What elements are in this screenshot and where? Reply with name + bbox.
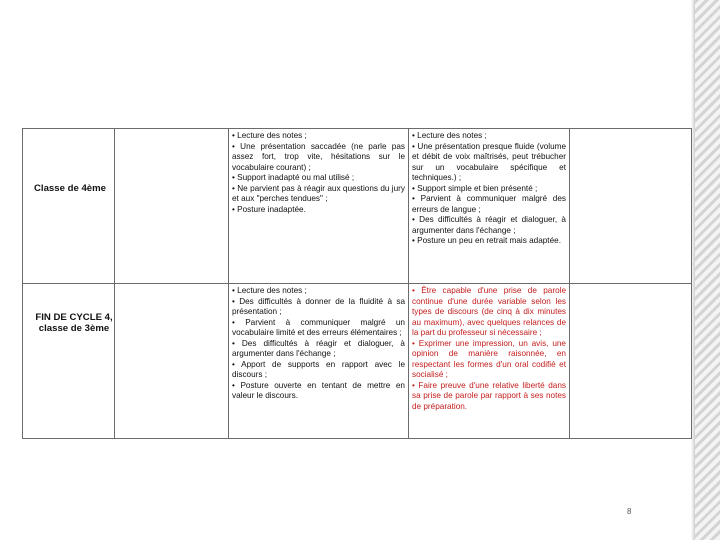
empty-cell: [115, 129, 229, 284]
criteria-item: • Ne parvient pas à réagir aux questions du jury et aux "perches tendues" ;: [232, 183, 405, 203]
criteria-item-highlight: • Exprimer une impression, un avis, une opinion de manière raisonnée, en respectant les formes d'un oral codifié et socialisé ;: [412, 338, 566, 379]
criteria-item: • Une présentation presque fluide (volume et débit de voix maîtrisés, peut trébucher sur un vocabulaire spécifique et techniques.) ;: [412, 141, 566, 182]
row-label: Classe de 4ème: [34, 183, 106, 194]
evaluation-table: [22, 128, 692, 439]
criteria-item: • Parvient à communiquer malgré des erreurs de langue ;: [412, 194, 566, 214]
page-number: 8: [627, 507, 632, 516]
row-label-cell: [23, 129, 115, 284]
criteria-item: • Posture inadaptée.: [232, 204, 306, 214]
empty-cell: [115, 284, 229, 439]
criteria-cell: [409, 129, 570, 284]
criteria-item: • Lecture des notes ;: [232, 286, 307, 295]
slide-edge-decoration: [695, 0, 720, 540]
empty-cell: [570, 284, 692, 439]
table-row: [23, 129, 692, 284]
criteria-item-highlight: • Être capable d'une prise de parole continue d'une durée variable selon les types de discours (de cinq à dix minutes au maximum), avec quelques relances de la part du professeur si nécessaire ;: [412, 286, 566, 337]
criteria-item: • Support inadapté ou mal utilisé ;: [232, 173, 355, 182]
criteria-item: • Une présentation saccadée (ne parle pas assez fort, trop vite, hésitations sur le vocabulaire courant) ;: [232, 141, 405, 172]
row-label-cell: [23, 284, 115, 439]
criteria-item: • Des difficultés à réagir et dialoguer, à argumenter dans l'échange ;: [412, 215, 566, 235]
criteria-item: • Des difficultés à réagir et dialoguer, à argumenter dans l'échange ;: [232, 338, 405, 358]
criteria-item: • Posture ouverte en tentant de mettre en valeur le discours.: [232, 380, 405, 400]
empty-cell: [570, 129, 692, 284]
criteria-cell: [229, 284, 409, 439]
criteria-item: • Des difficultés à donner de la fluidité à sa présentation ;: [232, 296, 405, 316]
criteria-item: • Apport de supports en rapport avec le discours ;: [232, 359, 405, 379]
row-label-line: classe de 3ème: [38, 323, 110, 334]
criteria-item: • Posture un peu en retrait mais adaptée.: [412, 236, 561, 245]
criteria-item-highlight: • Faire preuve d'une relative liberté dans sa prise de parole par rapport à ses notes de préparation.: [412, 380, 566, 411]
criteria-cell: [229, 129, 409, 284]
row-label: [28, 312, 120, 334]
criteria-item: • Support simple et bien présenté ;: [412, 183, 538, 193]
criteria-item: • Parvient à communiquer malgré un vocabulaire limité et des erreurs élémentaires ;: [232, 317, 405, 337]
table-row: [23, 284, 692, 439]
row-label-line: FIN DE CYCLE 4,: [35, 312, 113, 323]
criteria-cell: [409, 284, 570, 439]
criteria-item: • Lecture des notes ;: [232, 131, 307, 140]
criteria-item: • Lecture des notes ;: [412, 131, 487, 140]
